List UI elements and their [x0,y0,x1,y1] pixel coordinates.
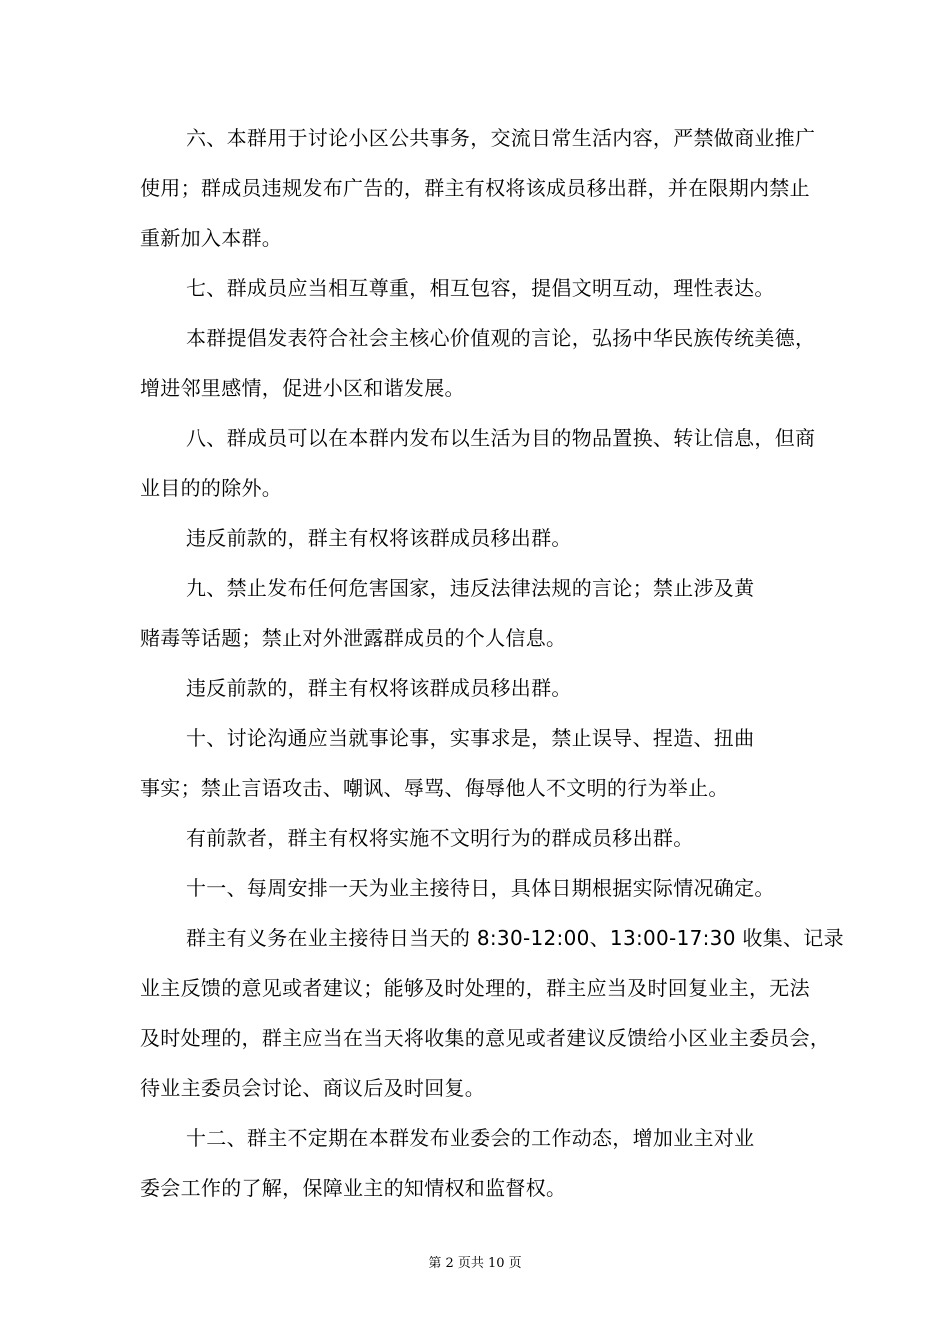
line-rule8-b: 业目的的除外。 [140,476,283,500]
page-number-footer: 第 2 页共 10 页 [428,1256,522,1271]
line-rule7-c: 增进邻里感情，促进小区和谐发展。 [140,376,465,400]
line-rule7-b: 本群提倡发表符合社会主核心价值观的言论，弘扬中华民族传统美德， [186,326,816,350]
line-rule11-a: 十一、每周安排一天为业主接待日，具体日期根据实际情况确定。 [186,876,775,900]
line-rule12-a: 十二、群主不定期在本群发布业委会的工作动态，增加业主对业 [186,1126,755,1150]
line-rule8-c: 违反前款的，群主有权将该群成员移出群。 [186,526,572,550]
line-rule10-b: 事实；禁止言语攻击、嘲讽、辱骂、侮辱他人不文明的行为举止。 [140,776,729,800]
line-rule11-b: 群主有义务在业主接待日当天的 8:30-12:00、13:00-17:30 收集、记录 [186,926,844,950]
line-rule11-c: 业主反馈的意见或者建议；能够及时处理的，群主应当及时回复业主，无法 [140,976,810,1000]
line-rule6-c: 重新加入本群。 [140,226,283,250]
line-rule9-c: 违反前款的，群主有权将该群成员移出群。 [186,676,572,700]
line-rule10-c: 有前款者，群主有权将实施不文明行为的群成员移出群。 [186,826,694,850]
line-rule11-d: 及时处理的，群主应当在当天将收集的意见或者建议反馈给小区业主委员会， [140,1026,831,1050]
line-rule9-b: 赌毒等话题；禁止对外泄露群成员的个人信息。 [140,626,567,650]
line-rule6-b: 使用；群成员违规发布广告的，群主有权将该成员移出群，并在限期内禁止 [140,176,810,200]
line-rule11-e: 待业主委员会讨论、商议后及时回复。 [140,1076,486,1100]
line-rule6-a: 六、本群用于讨论小区公共事务，交流日常生活内容，严禁做商业推广 [186,126,816,150]
line-rule8-a: 八、群成员可以在本群内发布以生活为目的物品置换、转让信息，但商 [186,426,816,450]
line-rule9-a: 九、禁止发布任何危害国家，违反法律法规的言论；禁止涉及黄 [186,576,755,600]
line-rule10-a: 十、讨论沟通应当就事论事，实事求是，禁止误导、捏造、扭曲 [186,726,755,750]
line-rule12-b: 委会工作的了解，保障业主的知情权和监督权。 [140,1176,567,1200]
line-rule7-a: 七、群成员应当相互尊重，相互包容，提倡文明互动，理性表达。 [186,276,775,300]
